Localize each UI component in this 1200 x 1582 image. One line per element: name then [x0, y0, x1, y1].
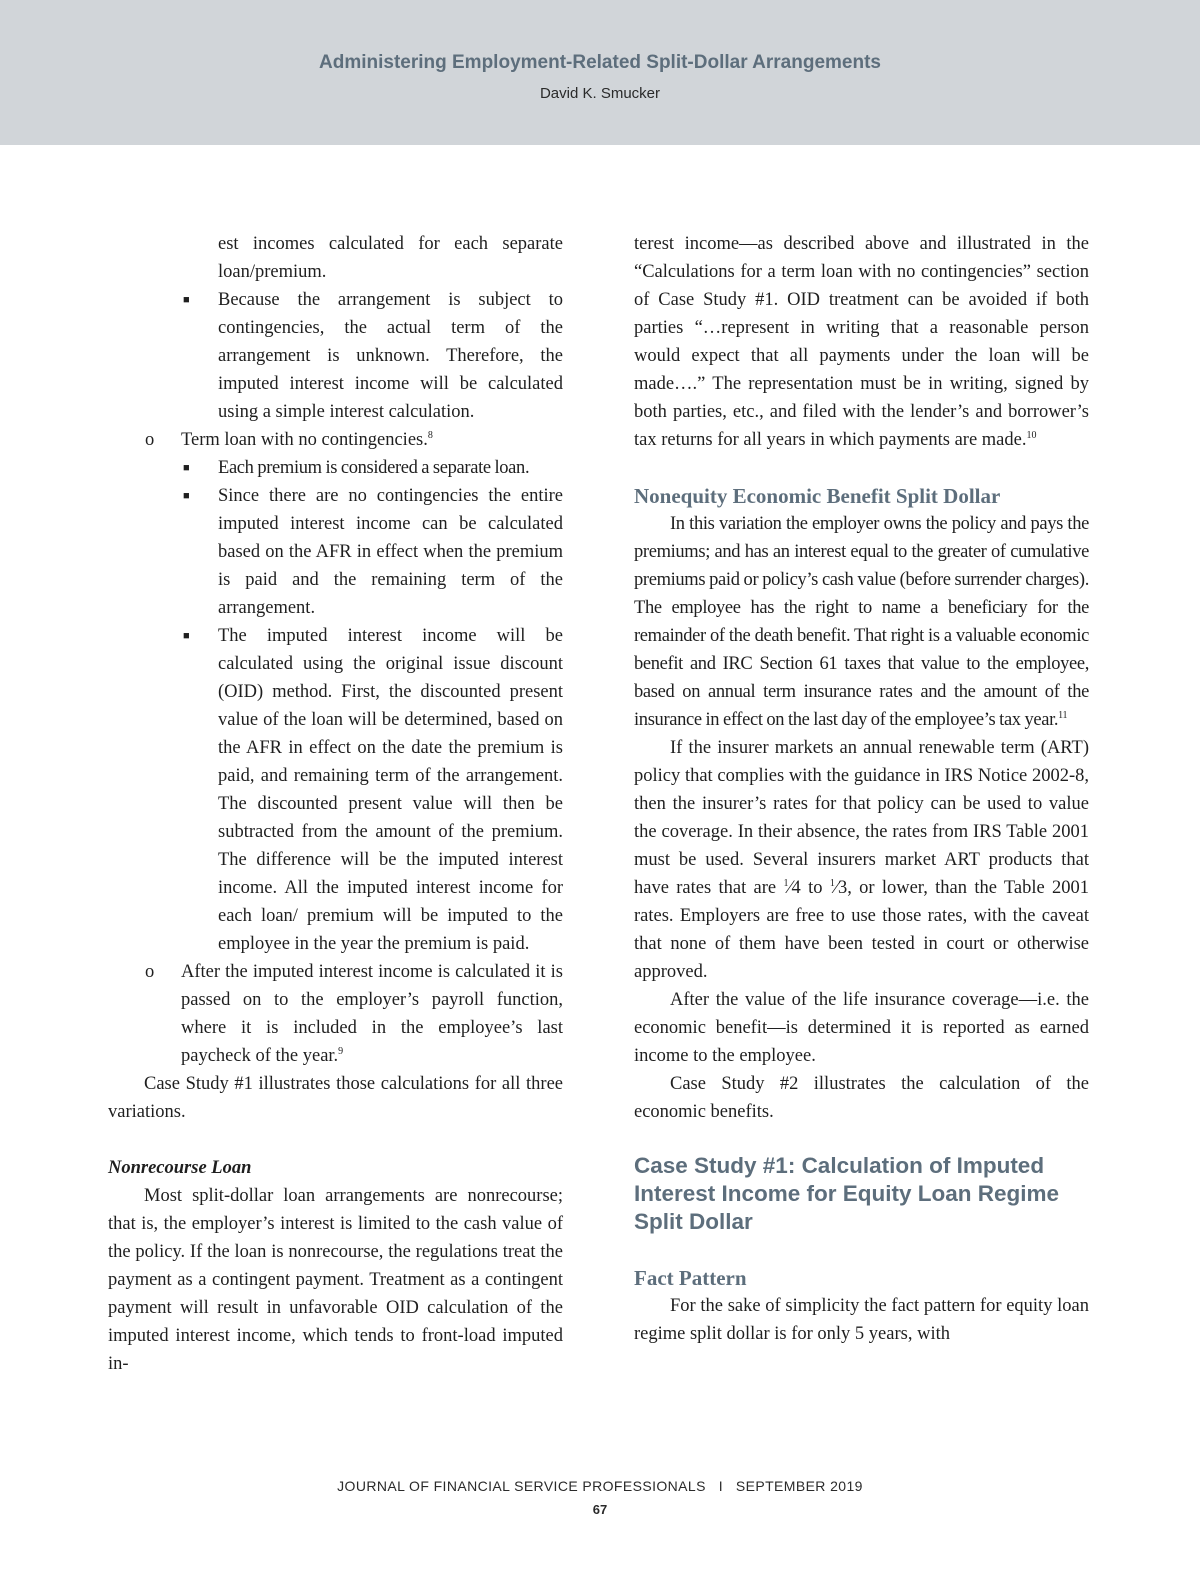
square-bullet-icon: ■	[183, 630, 190, 642]
right-column	[634, 230, 1089, 1348]
section-heading-case-study: Case Study #1: Calculation of Imputed Interest Income for Equity Loan Regime Split Dollar	[634, 1153, 1060, 1234]
section-heading-nonequity: Nonequity Economic Benefit Split Dollar	[634, 484, 1001, 508]
bullet-text: The imputed interest income will be calculated using the original issue discount (OID) method. First, the discounted present value of the loan will be determined, based on the AFR in effect on the date the premium is paid, and remaining term of the arrangement. The discounted present value will then be subtracted from the amount of the premium. The difference will be the imputed interest income. All the imputed interest income for each loan/ premium will be imputed to the employee in the year the premium is paid.	[218, 626, 563, 954]
bullet-no-contingencies	[108, 482, 563, 622]
circle-bullet-icon: o	[145, 962, 155, 982]
square-bullet-icon: ■	[183, 490, 190, 502]
subheading-nonrecourse-loan: Nonrecourse Loan	[108, 1158, 252, 1178]
paragraph-after-value: After the value of the life insurance coverage—i.e. the economic benefit—is determined it is reported as earned income to the employee.	[634, 990, 1089, 1066]
paragraph-text: If the insurer markets an annual renewable term (ART) policy that complies with the guidance in IRS Notice 2002-8, then the insurer’s rates for that policy can be used to value the coverage. In their absence, the rates from IRS Table 2001 must be used. Several insurers market ART products that have rates that are	[634, 738, 1089, 898]
list-item-text: After the imputed interest income is calculated it is passed on to the employer’s payroll function, where it is included in the employee’s last paycheck of the year.	[181, 962, 563, 1066]
fraction-numerator: 1	[829, 877, 835, 889]
running-author: David K. Smucker	[539, 85, 661, 102]
paragraph-case-study: Case Study #1 illustrates those calculations for all three variations.	[108, 1074, 563, 1122]
footnote-ref: 8	[427, 429, 433, 441]
subheading-fact-pattern: Fact Pattern	[634, 1266, 747, 1290]
list-item-text: Term loan with no contingencies.	[181, 430, 428, 450]
square-bullet-icon: ■	[183, 462, 190, 474]
paragraph-continued	[634, 230, 1089, 454]
paragraph-nonrecourse: Most split-dollar loan arrangements are nonrecourse; that is, the employer’s interest is limited to the cash value of the policy. If the loan is nonrecourse, the regulations treat the payment as a contingent payment. Treatment as a contingent payment will result in unfavorable OID calculation of the imputed interest income, which tends to front-load imputed in-	[108, 1186, 563, 1374]
list-item-after	[108, 958, 563, 1070]
paragraph-fact-pattern: For the sake of simplicity the fact pattern for equity loan regime split dollar is for only 5 years, with	[634, 1296, 1089, 1344]
square-bullet-icon: ■	[183, 294, 190, 306]
circle-bullet-icon: o	[145, 430, 155, 450]
paragraph-text: terest income—as described above and illustrated in the “Calculations for a term loan with no contingencies” section of Case Study #1. OID treatment can be avoided if both parties “…represent in writing that a reasonable person would expect that all payments under the loan will be made….” The representation must be in writing, signed by both parties, etc., and filed with the lender’s and borrower’s tax returns for all years in which payments are made.	[634, 234, 1089, 450]
fraction-denominator: 3	[837, 878, 848, 898]
bullet-text: Since there are no contingencies the entire imputed interest income can be calculated based on the AFR in effect when the premium is paid and the remaining term of the arrangement.	[218, 486, 563, 618]
paragraph-case-study-2: Case Study #2 illustrates the calculation of the economic benefits.	[634, 1074, 1089, 1122]
fraction-denominator: 4	[791, 878, 801, 898]
bullet-text: Because the arrangement is subject to contingencies, the actual term of the arrangement is unknown. Therefore, the imputed interest income will be calculated using a simple interest calculation.	[218, 290, 563, 422]
footer-journal: JOURNAL OF FINANCIAL SERVICE PROFESSIONALS I SEPTEMBER 2019	[337, 1478, 863, 1494]
bullet-contingencies	[108, 286, 563, 426]
bullet-each-premium	[108, 454, 563, 482]
bullet-oid-method	[108, 622, 563, 958]
bullet-text: Each premium is considered a separate loan.	[218, 458, 530, 478]
paragraph-variation	[634, 510, 1089, 734]
footnote-ref: 9	[338, 1045, 344, 1057]
footnote-ref: 10	[1026, 429, 1037, 441]
fraction-numerator: 1	[783, 877, 789, 889]
page-number: 67	[592, 1502, 608, 1517]
connector-word: to	[808, 878, 823, 898]
left-column	[108, 230, 563, 1378]
paragraph-insurer: If the insurer markets an annual renewable term (ART) policy that complies with the guidance in IRS Notice 2002-8, then the insurer’s rates for that policy can be used to value the coverage. In their absence, the rates from IRS Table 2001 must be used. Several insurers market ART products that have rates that are $^1$⁄4 to $^1$⁄3, or lower, than the Table 2001 rates. Employers are free to use those rates, with the caveat that none of them have been tested in court or otherwise approved.	[634, 738, 1090, 982]
paragraph-text: , or lower, than the Table 2001 rates. Employers are free to use those rates, with the caveat that none of them have been tested in court or otherwise approved.	[634, 878, 1090, 982]
footnote-ref: 11	[1058, 709, 1068, 721]
continued-bullet: est incomes calculated for each separate loan/premium.	[218, 234, 563, 282]
list-item-term-loan	[108, 426, 563, 454]
paragraph-text: In this variation the employer owns the policy and pays the premiums; and has an interest equal to the greater of cumulative premiums paid or policy’s cash value (before surrender charges). The employee has the right to name a beneficiary for the remainder of the death benefit. That right is a valuable economic benefit and IRC Section 61 taxes that value to the employee, based on annual term insurance rates and the amount of the insurance in effect on the last day of the employee’s tax year.	[634, 514, 1089, 730]
running-title: Administering Employment-Related Split-Dollar Arrangements	[319, 52, 881, 73]
